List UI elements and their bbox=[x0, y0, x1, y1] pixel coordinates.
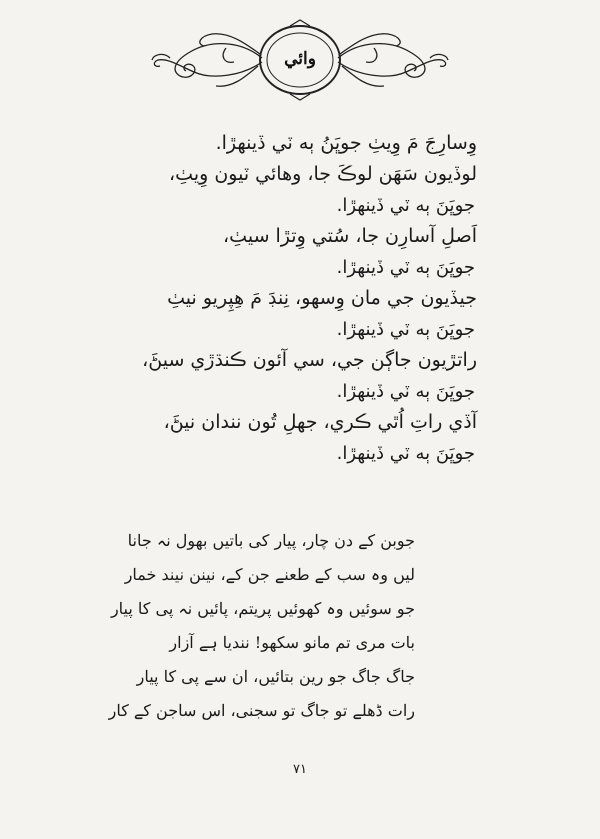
page-title: وائي bbox=[284, 49, 316, 69]
verse-line: اَصلِ آسارِن جا، سُتي وِتڙا سيٺِ، bbox=[223, 225, 477, 247]
verse-refrain: جوڀَنَ ٻه ٽي ڏينهڙا. bbox=[336, 195, 475, 216]
page-number: ۷۱ bbox=[293, 762, 307, 777]
sindhi-verse bbox=[95, 128, 477, 469]
verse-line: راتڙيون جاڳن جي، سي آئون ڪنڌڙي سيڻَ، bbox=[142, 349, 477, 371]
verse-refrain: جوڀَنَ ٻه ٽي ڏينهڙا. bbox=[336, 381, 475, 402]
verse-refrain: جوڀَنَ ٻه ٽي ڏينهڙا. bbox=[336, 257, 475, 278]
verse-refrain: جوڀَنَ ٻه ٽي ڏينهڙا. bbox=[336, 443, 475, 464]
urdu-translation bbox=[108, 524, 415, 728]
verse-line: جيڏيون جي مان وِسهو، نِنڊَ مَ هِپِريو نيٺِ bbox=[167, 287, 477, 309]
urdu-line: لیں وہ سب کے طعنے جن کے، نینن نیند خمار bbox=[124, 565, 415, 584]
verse-line: لوڏيون سَهَن لوڪَ جا، وهائي ٽيون وِيٺِ، bbox=[169, 163, 477, 185]
urdu-line: بات مری تم مانو سکھو! نندیا ہے آزار bbox=[169, 633, 415, 652]
urdu-line: جاگ جاگ جو رین بتائیں، ان سے پی کا پیار bbox=[136, 667, 415, 686]
verse-line: آڏي راتِ اُٿي ڪري، جهلِ تُون نندان نيڻَ، bbox=[163, 411, 477, 433]
header-ornament bbox=[150, 18, 450, 100]
verse-line: وِسارِجَ مَ وِيٺِ جوڀَنُ ٻه ٽي ڏينهڙا. bbox=[215, 132, 477, 154]
urdu-line: جو سوئیں وہ کھوئیں پریتم، پائیں نہ پی کا پیار bbox=[110, 599, 415, 618]
urdu-line: رات ڈھلے تو جاگ تو سجنی، اس ساجن کے کار bbox=[108, 701, 415, 720]
verse-refrain: جوڀَنَ ٻه ٽي ڏينهڙا. bbox=[336, 319, 475, 340]
urdu-line: جوبن کے دن چار، پیار کی باتیں بھول نہ جانا bbox=[127, 531, 415, 550]
